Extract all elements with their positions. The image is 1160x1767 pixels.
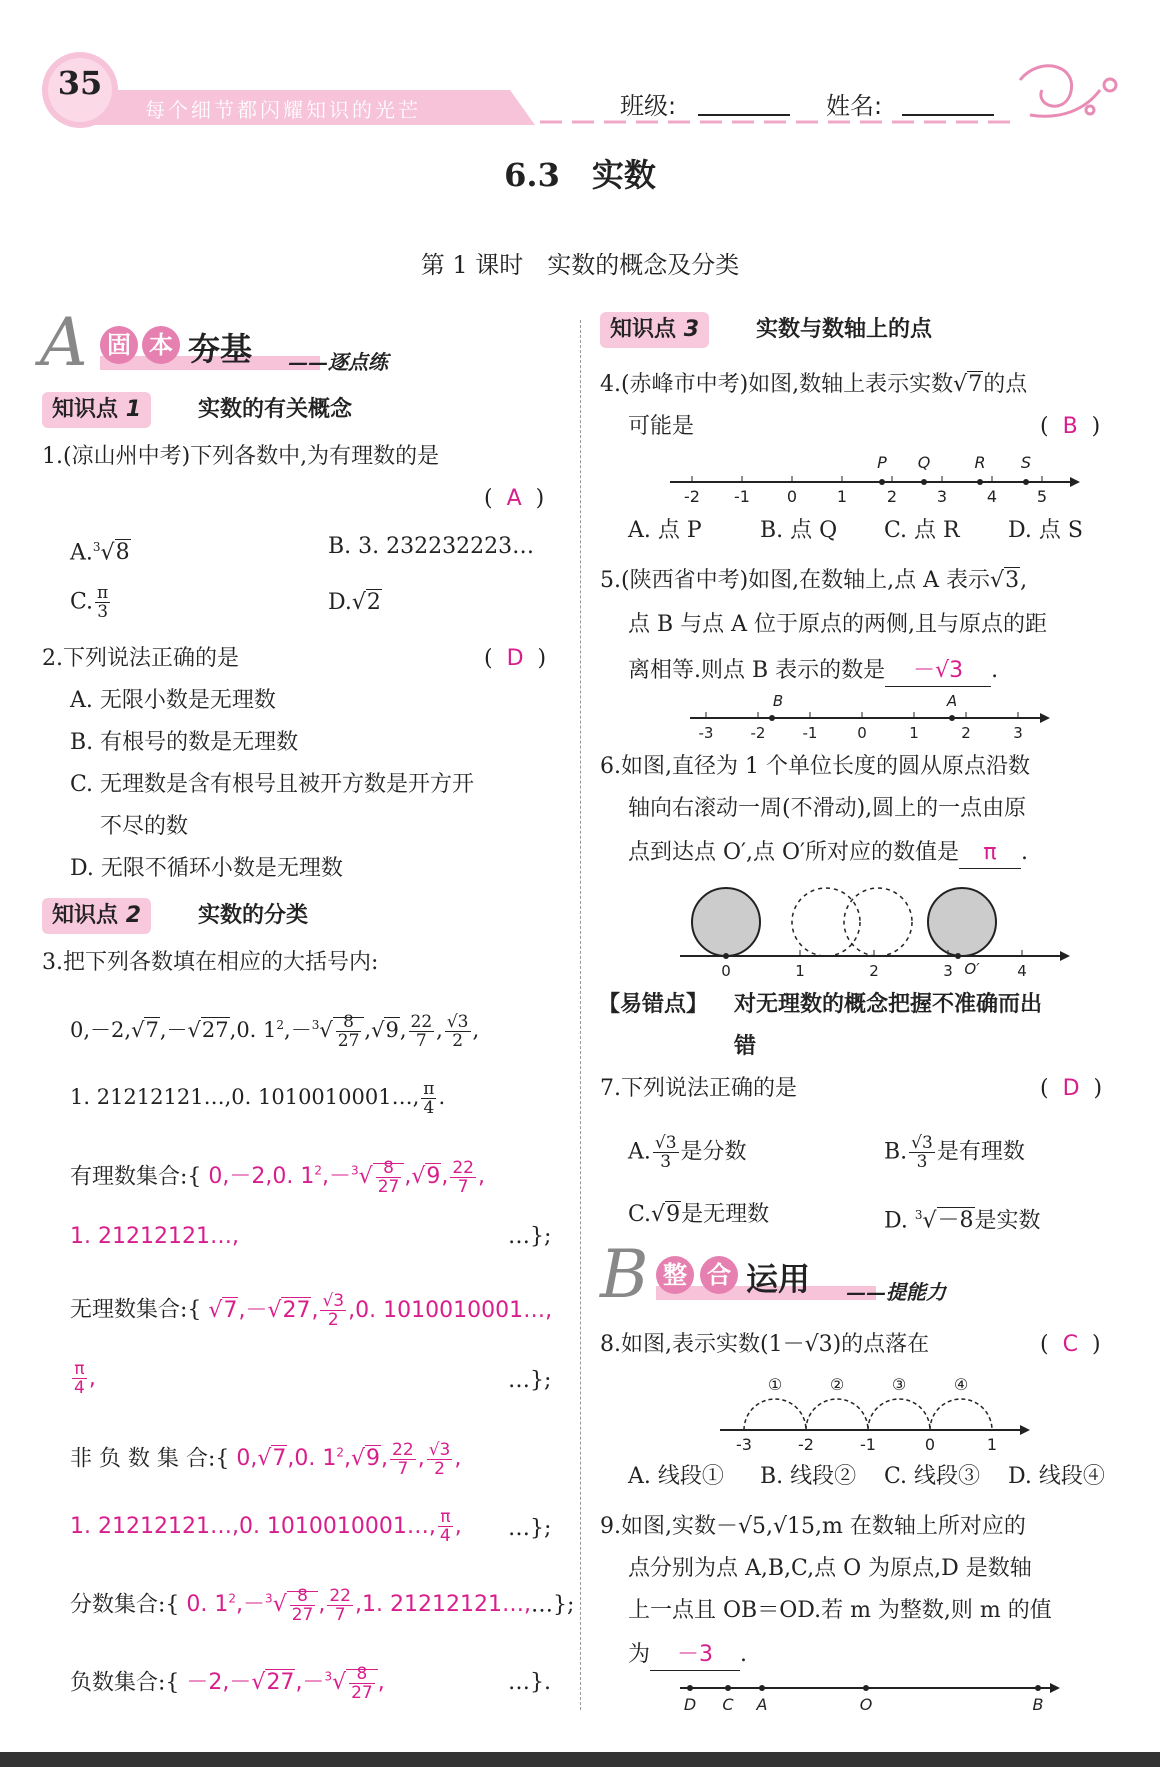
kp1-title: 实数的有关概念 bbox=[198, 397, 353, 422]
column-divider bbox=[580, 320, 581, 1710]
q3-irrational-set: 无理数集合:{ √7,－√27, $\frac{√3}{2}$ ,0. 1010010001…, bbox=[70, 1291, 553, 1330]
q3-irrational-close: …}; bbox=[508, 1368, 552, 1393]
svg-text:B: B bbox=[772, 692, 784, 710]
q6-stem1: 6.如图,直径为 1 个单位长度的圆从原点沿数 bbox=[600, 754, 1030, 779]
svg-text:-1: -1 bbox=[860, 1435, 876, 1454]
q7-answer-bracket: ( D ) bbox=[1040, 1076, 1103, 1101]
q4-number-line bbox=[650, 448, 1090, 508]
svg-text:O′: O′ bbox=[964, 960, 980, 978]
svg-text:2: 2 bbox=[869, 962, 879, 980]
q4-option-d: D. 点 S bbox=[1008, 518, 1083, 543]
q3-nonneg-close: …}; bbox=[508, 1516, 552, 1541]
q9-stem2: 点分别为点 A,B,C,点 O 为原点,D 是数轴 bbox=[628, 1556, 1032, 1581]
svg-text:-2: -2 bbox=[684, 487, 700, 506]
q5-stem3: 离相等.则点 B 表示的数是 －√3 . bbox=[628, 656, 998, 687]
svg-text:-2: -2 bbox=[750, 724, 766, 742]
svg-text:3: 3 bbox=[1013, 724, 1023, 742]
svg-text:0: 0 bbox=[857, 724, 867, 742]
q2-option-d: D. 无限不循环小数是无理数 bbox=[70, 856, 343, 881]
svg-text:-2: -2 bbox=[798, 1435, 814, 1454]
q7-option-b: B. $\frac{√3}{3}$ 是有理数 bbox=[884, 1133, 1025, 1172]
svg-text:A: A bbox=[756, 1695, 768, 1714]
q3-negative-close: …}. bbox=[508, 1670, 551, 1695]
section-b-banner bbox=[600, 1236, 1140, 1314]
section-b-char2: 合 bbox=[700, 1256, 738, 1294]
q2-option-c1: C. 无理数是含有根号且被开方数是开方开 bbox=[70, 772, 475, 797]
svg-text:S: S bbox=[1020, 453, 1032, 472]
svg-text:B: B bbox=[1032, 1695, 1044, 1714]
svg-text:4: 4 bbox=[986, 487, 998, 506]
mistake-text2: 错 bbox=[734, 1034, 757, 1059]
svg-text:1: 1 bbox=[909, 724, 919, 742]
q2-stem: 2.下列说法正确的是 bbox=[42, 646, 239, 671]
svg-text:-3: -3 bbox=[698, 724, 714, 742]
kp2-title: 实数的分类 bbox=[198, 903, 309, 928]
q4-option-a: A. 点 P bbox=[628, 518, 702, 543]
q6-stem3: 点到达点 O′,点 O′所对应的数值是 π . bbox=[628, 838, 1028, 869]
q2-option-b: B. 有根号的数是无理数 bbox=[70, 730, 299, 755]
bottom-bar bbox=[0, 1752, 1160, 1767]
section-a-char2: 本 bbox=[142, 326, 180, 364]
kp3-title: 实数与数轴上的点 bbox=[756, 317, 933, 342]
q8-option-c: C. 线段③ bbox=[884, 1464, 981, 1489]
svg-text:Q: Q bbox=[917, 453, 931, 472]
svg-text:O: O bbox=[859, 1695, 873, 1714]
svg-text:1: 1 bbox=[795, 962, 805, 980]
lesson-title: 第 1 课时 实数的概念及分类 bbox=[420, 251, 740, 279]
svg-text:1: 1 bbox=[986, 1435, 998, 1454]
q3-nonneg-set-2: 1. 21212121…,0. 1010010001…, $\frac{\pi}{4}$ , bbox=[70, 1507, 462, 1546]
q1-answer-bracket: ( A ) bbox=[484, 486, 545, 511]
class-label: 班级: bbox=[620, 92, 677, 120]
svg-text:-1: -1 bbox=[734, 487, 750, 506]
page-title: 6.3 实数 bbox=[504, 156, 656, 194]
svg-text:0: 0 bbox=[924, 1435, 936, 1454]
q2-option-a: A. 无限小数是无理数 bbox=[70, 688, 276, 713]
q1-option-b: B. 3. 232232223… bbox=[328, 534, 535, 559]
q3-rational-set-2: 1. 21212121…, bbox=[70, 1224, 239, 1249]
class-blank[interactable] bbox=[698, 114, 790, 116]
q4-option-b: B. 点 Q bbox=[760, 518, 838, 543]
q8-option-b: B. 线段② bbox=[760, 1464, 857, 1489]
section-b-rest: 运用 bbox=[746, 1260, 811, 1298]
q1-stem: 1.(凉山州中考)下列各数中,为有理数的是 bbox=[42, 444, 440, 469]
q8-option-a: A. 线段① bbox=[628, 1464, 724, 1489]
q9-stem4: 为 －3 . bbox=[628, 1640, 747, 1671]
q3-rational-set: 有理数集合:{ 0,－2,0. $1^2,-^3√$ $\frac{8}{27}$ ,√9, $\frac{22}{7}$ , bbox=[70, 1157, 485, 1197]
q4-stem2: 可能是 bbox=[628, 414, 695, 439]
svg-text:3: 3 bbox=[943, 962, 953, 980]
q1-option-a: A.$^3$√8 bbox=[70, 540, 130, 566]
q3-fraction-set: 分数集合:{ 0. $1^2,-^3√$ $\frac{8}{27}$ , $\frac{22}{7}$ ,1. 21212121…,…}; bbox=[70, 1585, 575, 1625]
q7-option-a: A. $\frac{√3}{3}$ 是分数 bbox=[628, 1133, 747, 1172]
q6-stem2: 轴向右滚动一周(不滑动),圆上的一点由原 bbox=[628, 796, 1027, 821]
svg-text:C: C bbox=[722, 1695, 734, 1714]
q3-numbers-line1: 0,－2,√7,－√27,0. $1^2,-^3√$ $\frac{8}{27}$ ,√9, $\frac{22}{7}$ , $\frac{√3}{2}$ , bbox=[70, 1012, 480, 1051]
q7-option-c: C.√9是无理数 bbox=[628, 1202, 770, 1227]
q4-stem1: 4.(赤峰市中考)如图,数轴上表示实数√7的点 bbox=[600, 372, 1028, 397]
q3-irrational-set-2: $\frac{\pi}{4}$ , bbox=[74, 1359, 96, 1398]
q1-option-d: D.√2 bbox=[328, 590, 381, 615]
q3-negative-set: 负数集合:{ －2,－√27,－$^3$√ $\frac{8}{27}$ , bbox=[70, 1663, 385, 1703]
mistake-label: 【易错点】 bbox=[598, 992, 709, 1017]
section-a-banner bbox=[40, 304, 580, 382]
mistake-text1: 对无理数的概念把握不准确而出 bbox=[734, 992, 1043, 1017]
svg-text:5: 5 bbox=[1036, 487, 1048, 506]
name-label: 姓名: bbox=[826, 92, 883, 120]
q5-stem1: 5.(陕西省中考)如图,在数轴上,点 A 表示√3, bbox=[600, 568, 1028, 593]
svg-text:0: 0 bbox=[786, 487, 798, 506]
q4-option-c: C. 点 R bbox=[884, 518, 960, 543]
svg-text:3: 3 bbox=[936, 487, 948, 506]
q2-option-c2: 不尽的数 bbox=[100, 814, 189, 839]
svg-text:R: R bbox=[974, 453, 986, 472]
q7-stem: 7.下列说法正确的是 bbox=[600, 1076, 797, 1101]
q8-segments-diagram bbox=[710, 1368, 1040, 1454]
svg-text:2: 2 bbox=[961, 724, 971, 742]
svg-text:1: 1 bbox=[836, 487, 848, 506]
kp1-tag: 知识点 1 bbox=[42, 392, 151, 428]
section-b-sub: ——提能力 bbox=[846, 1280, 946, 1304]
q8-stem: 8.如图,表示实数(1－√3)的点落在 bbox=[600, 1332, 930, 1357]
svg-text:P: P bbox=[877, 453, 887, 472]
section-a-rest: 夯基 bbox=[188, 330, 253, 368]
q6-rolling-circle-diagram bbox=[660, 876, 1080, 980]
q2-answer-bracket: ( D ) bbox=[484, 646, 547, 671]
q7-option-d: D. $^3$√－8是实数 bbox=[884, 1208, 1041, 1234]
q3-numbers-line2: 1. 21212121…,0. 1010010001…, $\frac{\pi}{4}$ . bbox=[70, 1079, 446, 1118]
header-banner bbox=[0, 40, 1160, 140]
q1-option-c: C. $\frac{\pi}{3}$ bbox=[70, 583, 109, 622]
svg-text:④: ④ bbox=[953, 1375, 969, 1394]
svg-text:①: ① bbox=[767, 1375, 783, 1394]
svg-text:-1: -1 bbox=[802, 724, 818, 742]
q8-answer-bracket: ( C ) bbox=[1040, 1332, 1101, 1357]
q3-stem: 3.把下列各数填在相应的大括号内: bbox=[42, 950, 379, 975]
q5-stem2: 点 B 与点 A 位于原点的两侧,且与原点的距 bbox=[628, 612, 1048, 637]
floral-ornament-icon bbox=[1020, 66, 1116, 116]
name-blank[interactable] bbox=[902, 114, 994, 116]
kp3-tag: 知识点 3 bbox=[600, 312, 709, 348]
q3-rational-close: …}; bbox=[508, 1224, 552, 1249]
svg-text:0: 0 bbox=[721, 962, 731, 980]
page-number: 35 bbox=[57, 64, 103, 102]
q5-number-line bbox=[680, 692, 1060, 744]
q4-answer-bracket: ( B ) bbox=[1040, 414, 1101, 439]
q8-option-d: D. 线段④ bbox=[1008, 1464, 1105, 1489]
section-b-letter: B bbox=[600, 1236, 649, 1313]
q3-nonneg-set: 非 负 数 集 合:{ 0,√7,0. $1^2,√9$, $\frac{22}{7}$ , $\frac{√3}{2}$ , bbox=[70, 1439, 462, 1479]
svg-text:③: ③ bbox=[891, 1375, 907, 1394]
svg-text:A: A bbox=[946, 692, 958, 710]
kp2-tag: 知识点 2 bbox=[42, 898, 151, 934]
svg-text:-3: -3 bbox=[736, 1435, 752, 1454]
header-slogan: 每个细节都闪耀知识的光芒 bbox=[145, 98, 421, 122]
section-a-sub: ——逐点练 bbox=[288, 350, 388, 374]
svg-text:D: D bbox=[683, 1695, 697, 1714]
q9-stem3: 上一点且 OB＝OD.若 m 为整数,则 m 的值 bbox=[628, 1598, 1052, 1623]
section-b-char1: 整 bbox=[656, 1256, 694, 1294]
section-a-letter: A bbox=[40, 304, 88, 381]
section-a-char1: 固 bbox=[100, 326, 138, 364]
svg-text:4: 4 bbox=[1017, 962, 1027, 980]
svg-text:②: ② bbox=[829, 1375, 845, 1394]
q9-stem1: 9.如图,实数－√5,√15,m 在数轴上所对应的 bbox=[600, 1514, 1026, 1539]
svg-text:2: 2 bbox=[886, 487, 898, 506]
q9-number-line bbox=[670, 1674, 1070, 1718]
